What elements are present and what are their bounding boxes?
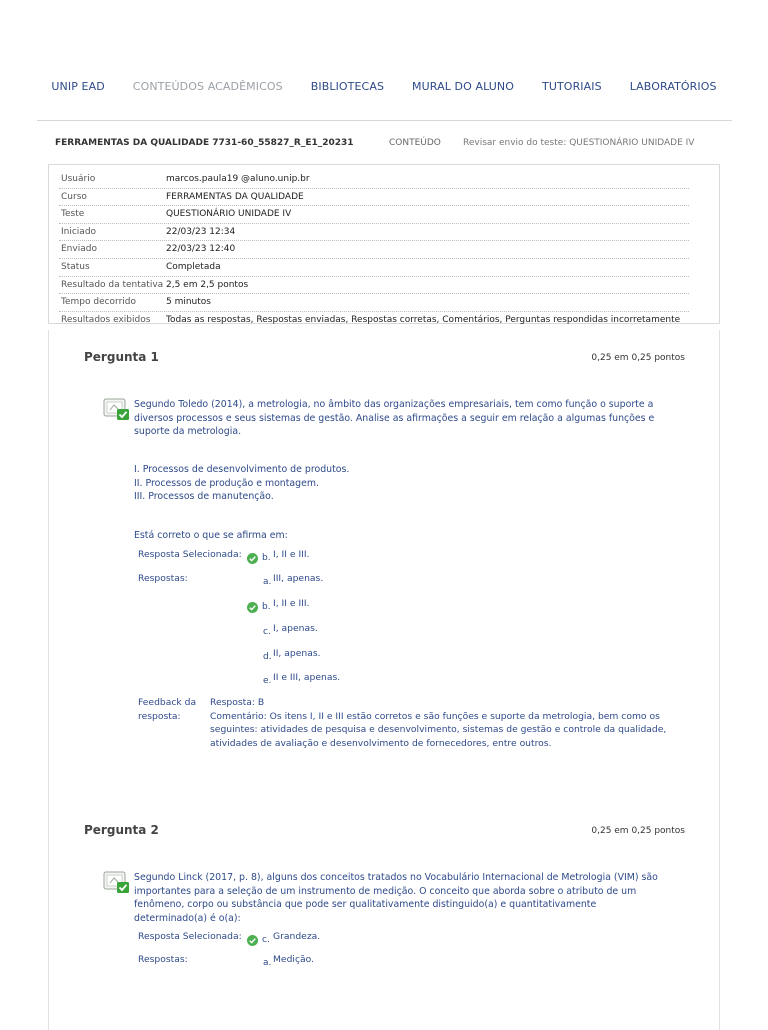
info-label: Status — [61, 261, 90, 272]
info-row-usuario — [59, 171, 689, 189]
option-text: II e III, apenas. — [273, 672, 341, 683]
option-text: I, II e III. — [273, 598, 310, 609]
question-prompt: Está correto o que se afirma em: — [134, 530, 288, 541]
nav-laboratorios[interactable]: LABORATÓRIOS — [629, 80, 717, 93]
attempt-info-table — [48, 164, 720, 324]
option-letter: d. — [263, 652, 272, 662]
option-text: Medição. — [273, 954, 315, 965]
info-value: Completada — [166, 261, 221, 272]
option-text: I, II e III. — [273, 549, 310, 560]
info-label: Iniciado — [61, 226, 97, 237]
nav-mural-do-aluno[interactable]: MURAL DO ALUNO — [412, 80, 515, 93]
option-letter: a. — [263, 958, 272, 968]
question-title: Pergunta 1 — [84, 350, 159, 364]
selected-answer-label: Resposta Selecionada: — [138, 931, 242, 942]
correct-check-icon — [247, 553, 258, 564]
option-letter: a. — [263, 577, 272, 587]
info-row-status — [59, 259, 689, 277]
questions-area — [48, 330, 720, 1030]
option-text: Grandeza. — [273, 931, 321, 942]
answers-label: Respostas: — [138, 954, 188, 965]
selected-answer-label: Resposta Selecionada: — [138, 549, 242, 560]
breadcrumb-section[interactable]: CONTEÚDO — [389, 138, 441, 148]
info-row-resultado — [59, 277, 689, 295]
option-letter: c. — [263, 627, 271, 637]
info-value: marcos.paula19 @aluno.unip.br — [166, 174, 310, 184]
info-value: 22/03/23 12:34 — [166, 226, 236, 237]
info-value: Todas as respostas, Respostas enviadas, Respostas corretas, Comentários, Perguntas respondidas incorretamente — [166, 314, 681, 325]
answers-label: Respostas: — [138, 573, 188, 584]
info-value: 2,5 em 2,5 pontos — [166, 279, 249, 290]
correct-check-icon — [247, 602, 258, 613]
question-text: Segundo Linck (2017, p. 8), alguns dos conceitos tratados no Vocabulário Internacional de Metrologia (VIM) são importantes para a seleção de um instrumento de medição. O conceito que aborda sobre o atributo de um fenômeno, corpo ou substância que pode ser qualitativamente distinguido(a) e quantitativamente determinado(a) é o(a): — [134, 872, 658, 924]
info-row-resultados-exibidos — [59, 312, 689, 329]
nav-divider — [37, 120, 732, 121]
question-score: 0,25 em 0,25 pontos — [591, 353, 685, 363]
info-label: Curso — [61, 191, 87, 202]
info-label: Enviado — [61, 244, 97, 255]
feedback-label — [138, 696, 196, 723]
correct-question-icon — [103, 398, 130, 421]
nav-unip-ead[interactable]: UNIP EAD — [51, 80, 105, 93]
option-letter: e. — [263, 676, 272, 686]
question-title: Pergunta 2 — [84, 823, 159, 837]
info-label: Resultado da tentativa — [61, 279, 164, 290]
info-row-curso — [59, 189, 689, 207]
info-row-iniciado — [59, 224, 689, 242]
option-text: II, apenas. — [273, 648, 321, 659]
info-row-tempo — [59, 294, 689, 312]
info-value: FERRAMENTAS DA QUALIDADE — [166, 191, 304, 202]
info-value: 22/03/23 12:40 — [166, 244, 236, 255]
feedback-label-line-1: Feedback da — [138, 697, 197, 708]
nav-tutoriais[interactable]: TUTORIAIS — [542, 80, 602, 93]
option-letter: b. — [262, 553, 271, 563]
top-nav — [0, 80, 768, 98]
breadcrumb-course[interactable]: FERRAMENTAS DA QUALIDADE 7731-60_55827_R_E1_20231 — [55, 138, 354, 148]
question-score: 0,25 em 0,25 pontos — [591, 826, 685, 836]
option-text: I, apenas. — [273, 623, 318, 634]
option-letter: c. — [262, 935, 270, 945]
info-row-enviado — [59, 241, 689, 259]
statement-1: I. Processos de desenvolvimento de produtos. — [134, 464, 350, 475]
nav-conteudos-academicos[interactable]: CONTEÚDOS ACADÊMICOS — [132, 80, 283, 93]
feedback-comment: Comentário: Os itens I, II e III estão corretos e são funções e suporte da metrologia, bem como os seguintes: atividades de pesquisa e desenvolvimento, sistemas de gestão e controle da qualidade, atividades de avaliação e desenvolvimento de fornecedores, entre outros. — [210, 710, 667, 749]
breadcrumb-page: Revisar envio do teste: QUESTIONÁRIO UNIDADE IV — [463, 138, 695, 148]
option-letter: b. — [262, 602, 271, 612]
statement-3: III. Processos de manutenção. — [134, 491, 274, 502]
feedback-answer: Resposta: B — [210, 697, 265, 708]
info-label: Usuário — [61, 174, 96, 184]
info-label: Resultados exibidos — [61, 314, 151, 325]
info-value: QUESTIONÁRIO UNIDADE IV — [166, 209, 292, 220]
correct-question-icon — [103, 871, 130, 894]
breadcrumb — [55, 138, 715, 152]
nav-bibliotecas[interactable]: BIBLIOTECAS — [310, 80, 385, 93]
info-label: Tempo decorrido — [61, 297, 137, 308]
question-text: Segundo Toledo (2014), a metrologia, no âmbito das organizações empresariais, tem como função o suporte a diversos processos e seus sistemas de gestão. Analise as afirmações a seguir em relação a algumas funções e suporte da metrologia. — [134, 399, 655, 437]
feedback-label-line-2: resposta: — [138, 710, 181, 722]
info-row-teste — [59, 206, 689, 224]
info-value: 5 minutos — [166, 297, 211, 308]
statement-2: II. Processos de produção e montagem. — [134, 477, 320, 489]
info-label: Teste — [61, 209, 85, 220]
feedback-content — [210, 696, 670, 750]
correct-check-icon — [247, 935, 258, 946]
option-text: III, apenas. — [273, 573, 324, 584]
